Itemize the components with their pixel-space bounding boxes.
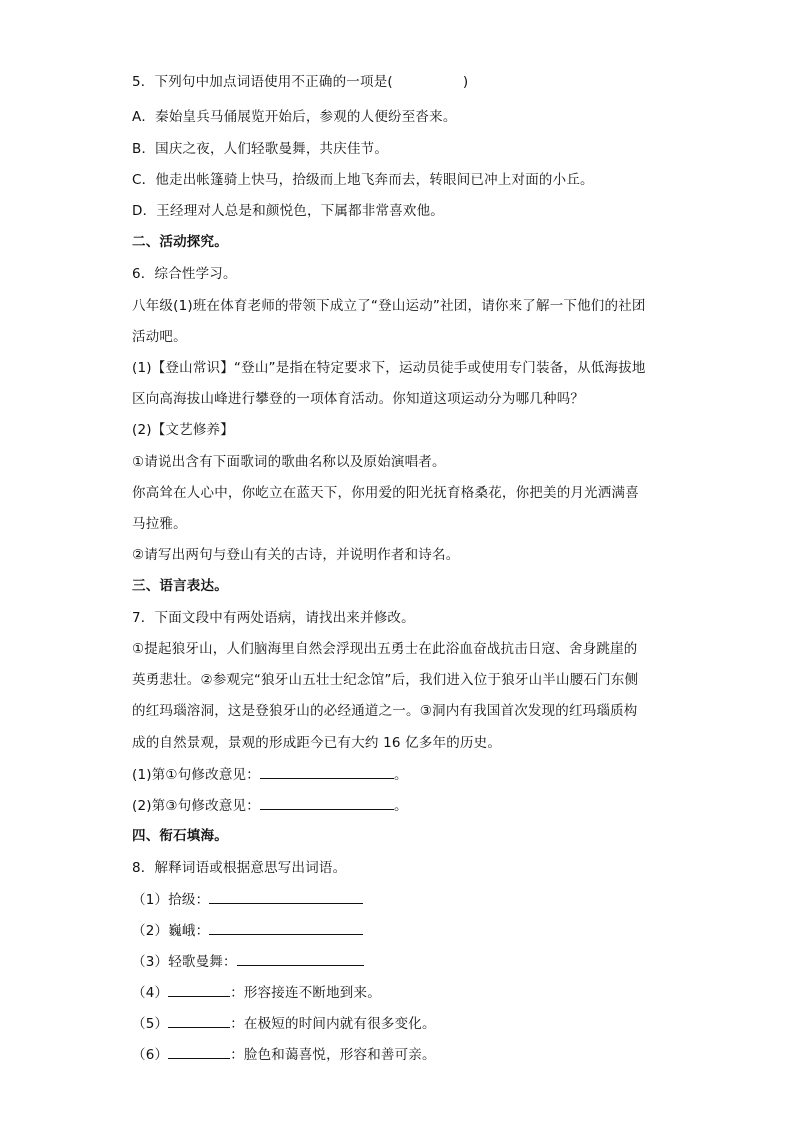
q6-part1-line2: 区向高海拔山峰进行攀登的一项体育活动。你知道这项运动分为哪几种吗？: [132, 391, 585, 407]
q8-item-2: [132, 920, 672, 940]
q7-passage-line1: ①提起狼牙山，人们脑海里自然会浮现出五勇士在此浴血奋战抗击日寇、舍身跳崖的: [132, 641, 638, 657]
q8-item-1-num: （1）: [132, 892, 169, 908]
q6-lyric-line2: 马拉雅。: [132, 516, 187, 532]
q5-stem-text: 5．下列句中加点词语使用不正确的一项是(: [132, 74, 393, 90]
q7-answer1-blank[interactable]: [260, 764, 394, 779]
q8-item-1-text: 拾级：: [168, 892, 210, 908]
q8-item-5: [132, 1013, 672, 1033]
q8-item-4: [132, 982, 672, 1002]
q5-option-a: A．秦始皇兵马俑展览开始后，参观的人便纷至沓来。: [132, 109, 457, 125]
q7-answer2-label: (2)第③句修改意见：: [132, 798, 260, 814]
q6-part2-item2: ②请写出两句与登山有关的古诗，并说明作者和诗名。: [132, 547, 460, 563]
section4-heading: 四、衔石填海。: [132, 828, 228, 844]
q7-answer2-end: 。: [393, 798, 408, 814]
q8-item-5-num: （5）: [132, 1016, 169, 1032]
q8-item-3-blank[interactable]: [237, 951, 364, 966]
q6-intro-line1: 八年级(1)班在体育老师的带领下成立了“登山运动”社团，请你来了解一下他们的社团: [132, 298, 646, 314]
section2-heading: 二、活动探究。: [132, 234, 228, 250]
q8-item-6: [132, 1044, 672, 1064]
q6-part2-title: (2)【文艺修养】: [132, 422, 234, 438]
q5-stem-close: ): [462, 74, 469, 90]
q5-option-c: C．他走出帐篷骑上快马，拾级而上地飞奔而去，转眼间已冲上对面的小丘。: [132, 172, 594, 188]
q7-title: 7．下面文段中有两处语病，请找出来并修改。: [132, 610, 415, 626]
q8-item-4-blank[interactable]: [168, 982, 230, 997]
section3-heading: 三、语言表达。: [132, 578, 228, 594]
q7-answer2-blank[interactable]: [260, 795, 394, 810]
q5-option-d: D．王经理对人总是和颜悦色，下属都非常喜欢他。: [132, 203, 444, 219]
q8-item-5-blank[interactable]: [168, 1013, 230, 1028]
q8-item-2-text: 巍峨：: [168, 923, 210, 939]
q8-title: 8．解释词语或根据意思写出词语。: [132, 860, 347, 876]
q8-item-6-text: ：脸色和蔼喜悦，形容和善可亲。: [230, 1047, 436, 1063]
q5-stem: [132, 72, 672, 92]
q8-item-6-blank[interactable]: [168, 1044, 230, 1059]
q6-title: 6．综合性学习。: [132, 266, 237, 282]
q7-answer1-label: (1)第①句修改意见：: [132, 767, 260, 783]
q8-item-1: [132, 889, 672, 909]
q6-intro-line2: 活动吧。: [132, 329, 187, 345]
q8-item-1-blank[interactable]: [209, 889, 363, 904]
q7-answer2: [132, 795, 672, 815]
q5-answer-paren[interactable]: [393, 72, 463, 86]
q7-answer1: [132, 764, 672, 784]
q8-item-3-text: 轻歌曼舞：: [168, 954, 237, 970]
q6-lyric-line1: 你高耸在人心中，你屹立在蓝天下，你用爱的阳光抚育格桑花，你把美的月光洒满喜: [132, 485, 639, 501]
q8-item-2-blank[interactable]: [209, 920, 363, 935]
q7-passage-line3: 的红玛瑙溶洞，这是登狼牙山的必经通道之一。③洞内有我国首次发现的红玛瑙质构: [132, 703, 638, 719]
q8-item-6-num: （6）: [132, 1047, 169, 1063]
q8-item-2-num: （2）: [132, 923, 169, 939]
q8-item-3: [132, 951, 672, 971]
q7-passage-line2: 英勇悲壮。②参观完“狼牙山五壮士纪念馆”后，我们进入位于狼牙山半山腰石门东侧: [132, 672, 639, 688]
q8-item-3-num: （3）: [132, 954, 169, 970]
q8-item-4-text: ：形容接连不断地到来。: [230, 985, 381, 1001]
q7-answer1-end: 。: [393, 767, 408, 783]
q8-item-4-num: （4）: [132, 985, 169, 1001]
q5-option-b: B．国庆之夜，人们轻歌曼舞，共庆佳节。: [132, 141, 389, 157]
q6-part1-line1: (1)【登山常识】“登山”是指在特定要求下，运动员徒手或使用专门装备，从低海拔地: [132, 360, 646, 376]
q7-passage-line4: 成的自然景观，景观的形成距今已有大约 16 亿多年的历史。: [132, 735, 502, 751]
q8-item-5-text: ：在极短的时间内就有很多变化。: [230, 1016, 436, 1032]
q6-part2-item1: ①请说出含有下面歌词的歌曲名称以及原始演唱者。: [132, 454, 446, 470]
